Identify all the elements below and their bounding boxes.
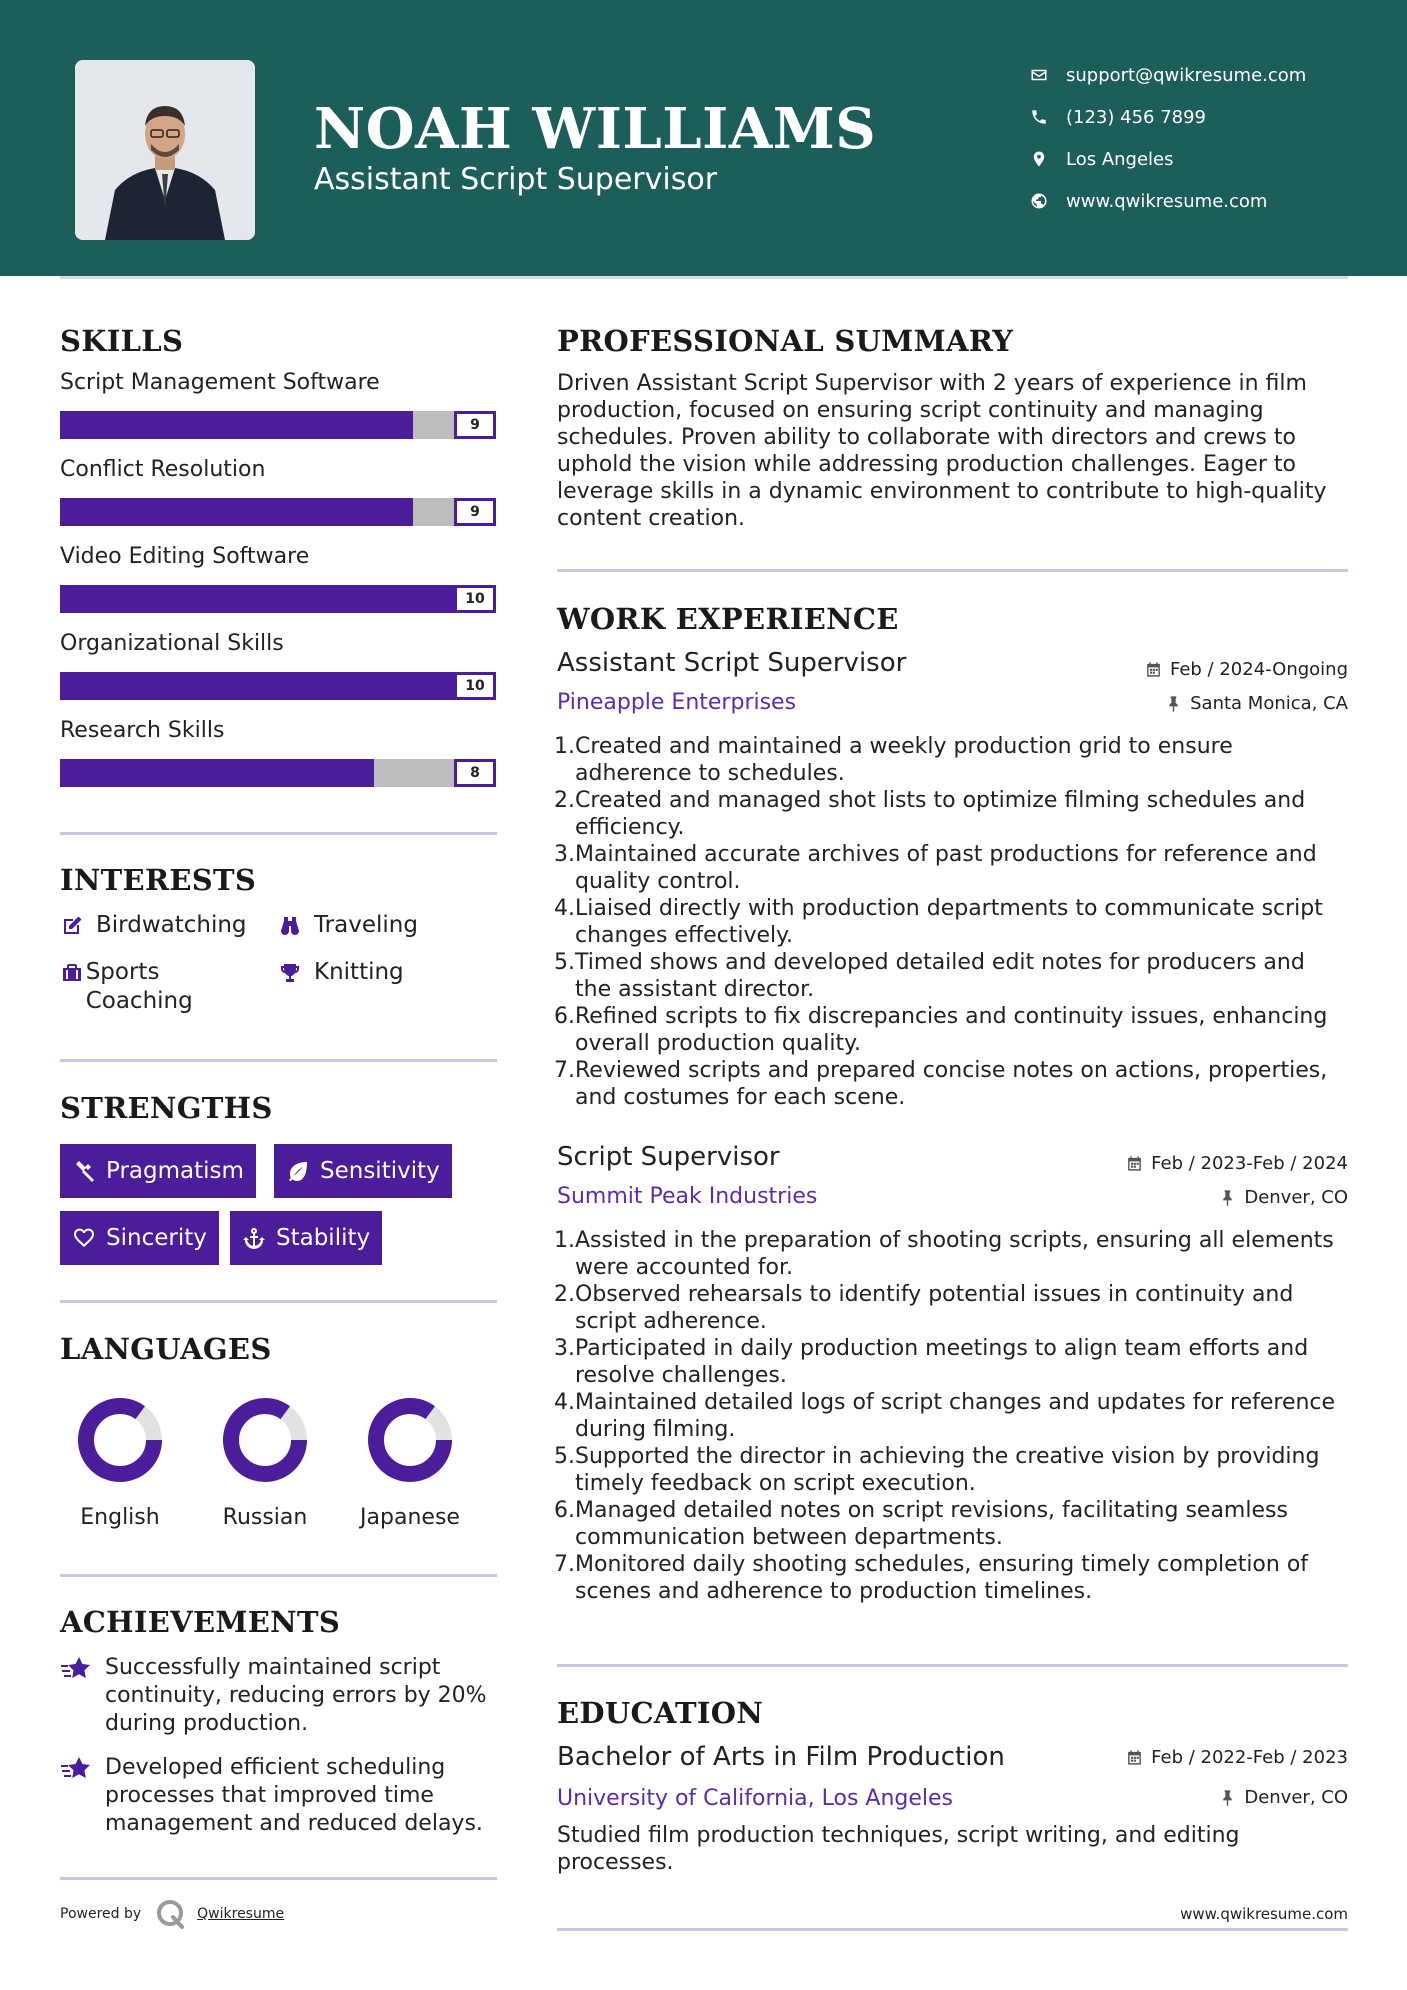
resume-header: [0, 0, 1407, 276]
skill-label: Research Skills: [60, 718, 225, 743]
section-divider: [60, 1059, 497, 1062]
skill-bar-fill: [60, 672, 457, 700]
language-item: [60, 1395, 180, 1530]
job-dates-text: Feb / 2023-Feb / 2024: [1151, 1153, 1348, 1174]
strength-badge: [60, 1211, 219, 1265]
pin-icon: [1165, 695, 1182, 712]
skill-bar-fill: [60, 759, 374, 787]
gavel-icon: [72, 1159, 106, 1183]
degree-title: Bachelor of Arts in Film Production: [557, 1742, 1005, 1772]
interest-label: Birdwatching: [96, 912, 247, 938]
powered-brand-link[interactable]: Qwikresume: [197, 1906, 285, 1922]
duty-item: Managed detailed notes on script revisions, facilitating seamless communication between departments.: [575, 1498, 1288, 1550]
education-location-text: Denver, CO: [1244, 1787, 1348, 1808]
calendar-icon: [1145, 661, 1162, 678]
strength-badge: [274, 1144, 452, 1198]
phone-icon: [1030, 108, 1066, 126]
skill-bar: [60, 411, 496, 439]
education-heading: EDUCATION: [557, 1696, 764, 1730]
job-duties-list: [557, 733, 1347, 1111]
skill-bar: [60, 672, 496, 700]
pencil-square-icon: [60, 911, 96, 940]
section-divider: [60, 832, 497, 835]
school-name: University of California, Los Angeles: [557, 1786, 954, 1811]
company-name: Pineapple Enterprises: [557, 690, 797, 715]
briefcase-icon: [60, 958, 86, 987]
languages-heading: LANGUAGES: [60, 1332, 272, 1366]
skill-score: 8: [454, 759, 496, 787]
duty-item: Reviewed scripts and prepared concise notes on actions, properties, and costumes for each scene.: [575, 1058, 1328, 1110]
duty-item: Maintained detailed logs of script changes and updates for reference during filming.: [575, 1390, 1336, 1442]
qwikresume-logo-icon: [155, 1898, 187, 1930]
pin-icon: [1219, 1189, 1236, 1206]
strength-label: Stability: [276, 1225, 371, 1251]
contact-email-text: support@qwikresume.com: [1066, 64, 1307, 86]
language-label: Japanese: [360, 1505, 460, 1530]
skill-bar-fill: [60, 411, 413, 439]
duty-item: Created and maintained a weekly production grid to ensure adherence to schedules.: [575, 734, 1233, 786]
education-description: Studied film production techniques, script writing, and editing processes.: [557, 1823, 1240, 1875]
language-label: English: [80, 1505, 160, 1530]
contact-email[interactable]: [1030, 54, 1306, 96]
binoculars-icon: [278, 911, 314, 940]
section-divider: [60, 1574, 497, 1577]
header-divider: [60, 276, 1348, 279]
contact-website[interactable]: [1030, 180, 1306, 222]
interest-item: [278, 958, 498, 987]
skill-bar: [60, 498, 496, 526]
section-divider: [557, 1928, 1348, 1931]
skill-score: 10: [454, 585, 496, 613]
job-location: [1219, 1187, 1348, 1208]
section-divider: [60, 1877, 497, 1880]
interest-label: Sports Coaching: [85, 959, 193, 1014]
contact-list: [1030, 54, 1306, 222]
interest-label: Traveling: [314, 912, 418, 938]
strength-label: Pragmatism: [106, 1158, 244, 1184]
contact-location-text: Los Angeles: [1066, 148, 1174, 170]
map-marker-icon: [1030, 150, 1066, 168]
trophy-icon: [278, 958, 314, 987]
calendar-icon: [1126, 1749, 1143, 1766]
skill-label: Organizational Skills: [60, 631, 284, 656]
job-duties-list: [557, 1227, 1347, 1605]
duty-item: Maintained accurate archives of past productions for reference and quality control.: [575, 842, 1317, 894]
strength-label: Sensitivity: [320, 1158, 440, 1184]
duty-item: Participated in daily production meetings to align team efforts and resolve challenges.: [575, 1336, 1309, 1388]
skill-score: 10: [454, 672, 496, 700]
duty-item: Assisted in the preparation of shooting scripts, ensuring all elements were accounted for.: [575, 1228, 1334, 1280]
interest-item: [60, 958, 220, 1016]
interest-item: [60, 911, 270, 940]
star-icon: [60, 1654, 105, 1738]
contact-phone-text: (123) 456 7899: [1066, 106, 1207, 128]
skill-bar-fill: [60, 585, 457, 613]
contact-website-text: www.qwikresume.com: [1066, 190, 1268, 212]
contact-location: [1030, 138, 1306, 180]
skills-heading: SKILLS: [60, 324, 184, 358]
calendar-icon: [1126, 1155, 1143, 1172]
education-location: [1219, 1787, 1348, 1808]
job-location: [1165, 693, 1348, 714]
language-donut: [75, 1395, 165, 1485]
section-divider: [557, 569, 1348, 572]
duty-item: Created and managed shot lists to optimize filming schedules and efficiency.: [575, 788, 1306, 840]
language-donut: [365, 1395, 455, 1485]
achievement-text: Successfully maintained script continuity, reducing errors by 20% during production.: [105, 1655, 487, 1736]
job-location-text: Santa Monica, CA: [1190, 693, 1348, 714]
duty-item: Timed shows and developed detailed edit notes for producers and the assistant director.: [575, 950, 1305, 1002]
strength-label: Sincerity: [106, 1225, 207, 1251]
language-label: Russian: [222, 1505, 308, 1530]
duty-item: Monitored daily shooting schedules, ensuring timely completion of scenes and adherence to production timelines.: [575, 1552, 1309, 1604]
profile-photo: [75, 60, 255, 240]
company-name: Summit Peak Industries: [557, 1184, 818, 1209]
leaf-icon: [286, 1159, 320, 1183]
section-divider: [60, 1300, 497, 1303]
interest-label: Knitting: [314, 959, 404, 985]
skill-label: Script Management Software: [60, 370, 380, 395]
skill-score: 9: [454, 498, 496, 526]
achievements-heading: ACHIEVEMENTS: [60, 1605, 341, 1639]
interests-heading: INTERESTS: [60, 863, 257, 897]
achievement-text: Developed efficient scheduling processes that improved time management and reduced delays.: [105, 1755, 483, 1836]
skill-bar: [60, 585, 496, 613]
job-dates: [1126, 1153, 1348, 1174]
duty-item: Refined scripts to fix discrepancies and continuity issues, enhancing overall production quality.: [575, 1004, 1328, 1056]
footer-url-link[interactable]: www.qwikresume.com: [1180, 1905, 1348, 1923]
skill-label: Conflict Resolution: [60, 457, 266, 482]
skill-bar: [60, 759, 496, 787]
achievement-item: [60, 1654, 500, 1738]
star-icon: [60, 1754, 105, 1838]
job-location-text: Denver, CO: [1244, 1187, 1348, 1208]
section-divider: [557, 1664, 1348, 1667]
globe-icon: [1030, 192, 1066, 210]
heart-icon: [72, 1226, 106, 1250]
envelope-icon: [1030, 66, 1066, 84]
candidate-role: Assistant Script Supervisor: [314, 162, 718, 197]
skill-bar-fill: [60, 498, 413, 526]
contact-phone[interactable]: [1030, 96, 1306, 138]
powered-by: [60, 1898, 284, 1930]
strength-badge: [60, 1144, 256, 1198]
language-item: [350, 1395, 470, 1530]
job-dates: [1145, 659, 1348, 680]
achievement-item: [60, 1754, 500, 1838]
language-item: [205, 1395, 325, 1530]
powered-label: Powered by: [60, 1906, 142, 1922]
job-dates-text: Feb / 2024-Ongoing: [1169, 659, 1348, 680]
language-donut: [220, 1395, 310, 1485]
summary-text: Driven Assistant Script Supervisor with 2 years of experience in film production, focused on ensuring script continuity and managing schedules. Proven ability to collaborate with directors and crews to uphold the vision while addressing production challenges. Eager to leverage skills in a dynamic environment to contribute to high-quality content creation.: [557, 371, 1327, 531]
skill-label: Video Editing Software: [60, 544, 310, 569]
strengths-heading: STRENGTHS: [60, 1091, 273, 1125]
duty-item: Supported the director in achieving the creative vision by providing timely feedback on script execution.: [575, 1444, 1320, 1496]
job-title: Script Supervisor: [557, 1142, 780, 1172]
education-dates: [1126, 1747, 1348, 1768]
summary-heading: PROFESSIONAL SUMMARY: [557, 324, 1014, 358]
candidate-name: NOAH WILLIAMS: [314, 96, 877, 162]
job-title: Assistant Script Supervisor: [557, 648, 907, 678]
experience-heading: WORK EXPERIENCE: [557, 602, 899, 636]
interest-item: [278, 911, 498, 940]
skill-score: 9: [454, 411, 496, 439]
strength-badge: [230, 1211, 382, 1265]
duty-item: Observed rehearsals to identify potential issues in continuity and script adherence.: [575, 1282, 1294, 1334]
education-dates-text: Feb / 2022-Feb / 2023: [1151, 1747, 1348, 1768]
pin-icon: [1219, 1789, 1236, 1806]
duty-item: Liaised directly with production departments to communicate script changes effectively.: [575, 896, 1323, 948]
anchor-icon: [242, 1226, 276, 1250]
